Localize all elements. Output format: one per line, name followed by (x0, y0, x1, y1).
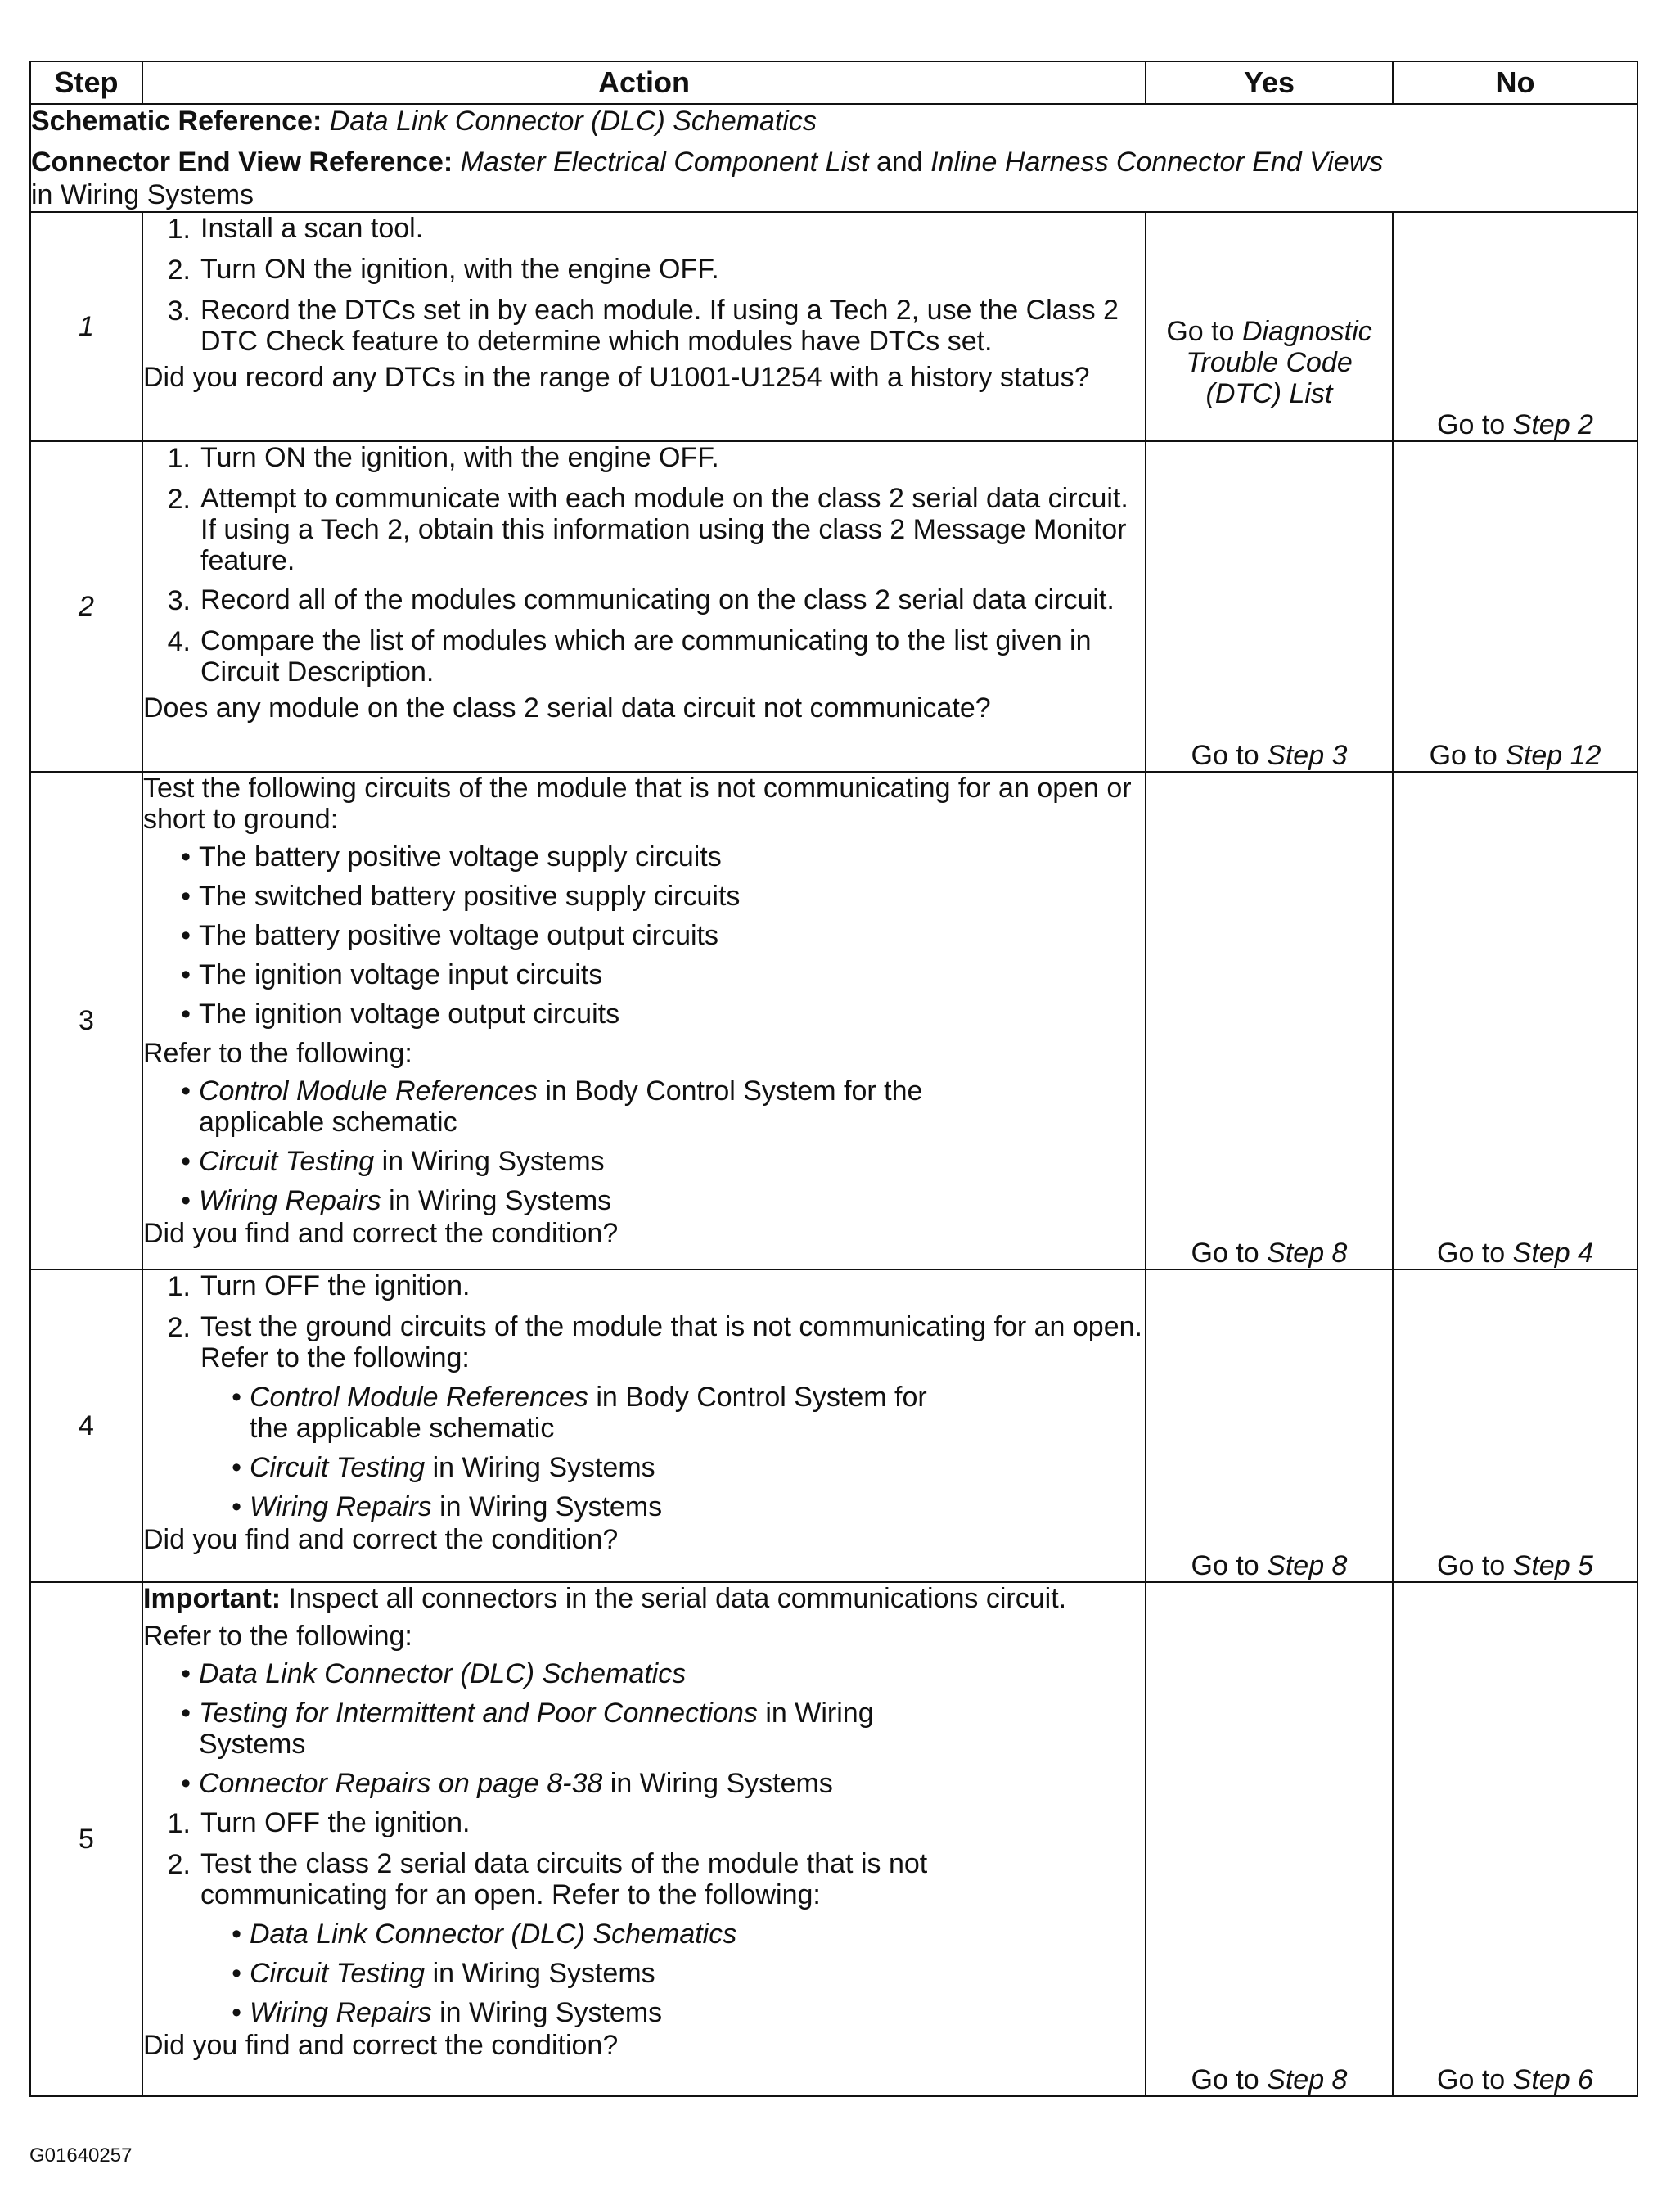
step-action (142, 1269, 1146, 1582)
step-row-2 (30, 441, 1637, 772)
no-cell (1393, 212, 1637, 441)
refer-text: Refer to the following: (143, 1038, 412, 1069)
list-item: 1. Turn OFF the ignition. (167, 1270, 471, 1302)
reference-link-item[interactable]: • Wiring Repairs in Wiring Systems (181, 1185, 612, 1216)
step-row-5 (30, 1582, 1637, 2096)
yes-cell (1146, 441, 1393, 772)
no-answer[interactable]: Go to Step 2 (1437, 409, 1593, 440)
no-answer[interactable]: Go to Step 6 (1437, 2064, 1593, 2095)
schematic-reference (31, 105, 1637, 138)
header-no: No (1393, 61, 1637, 104)
header-row (30, 61, 1637, 104)
step-number: 4 (30, 1269, 142, 1582)
yes-answer[interactable]: Go to Step 8 (1191, 1550, 1348, 1581)
step-row-4 (30, 1269, 1637, 1582)
list-item: • The battery positive voltage output circuits (181, 920, 718, 951)
step-action (142, 212, 1146, 441)
connector-reference-and: and (876, 147, 923, 178)
yes-cell (1146, 1582, 1393, 2096)
no-cell (1393, 1269, 1637, 1582)
connector-reference-label: Connector End View Reference: (31, 147, 453, 178)
no-cell (1393, 772, 1637, 1269)
step-action (142, 772, 1146, 1269)
step-question: Does any module on the class 2 serial data circuit not communicate? (143, 692, 991, 724)
yes-cell (1146, 1269, 1393, 1582)
no-cell (1393, 441, 1637, 772)
yes-answer[interactable]: Go to Step 3 (1191, 740, 1348, 771)
step-action (142, 441, 1146, 772)
list-item: • The battery positive voltage supply circuits (181, 841, 722, 873)
reference-link-item[interactable]: • Testing for Intermittent and Poor Connections in Wiring Systems (181, 1698, 874, 1760)
header-yes: Yes (1146, 61, 1393, 104)
connector-reference (31, 146, 1637, 211)
list-item: 4. Compare the list of modules which are communicating to the list given in Circuit Description. (167, 625, 1092, 688)
connector-reference-link-1[interactable]: Master Electrical Component List (460, 147, 869, 178)
list-item: 2. Test the class 2 serial data circuits of the module that is not communicating for an open. Refer to the following: (167, 1848, 928, 1910)
step-row-1 (30, 212, 1637, 441)
list-item: 3. Record all of the modules communicating on the class 2 serial data circuit. (167, 584, 1115, 616)
list-item: 1. Install a scan tool. (167, 213, 424, 245)
step-number: 2 (30, 441, 142, 772)
yes-answer[interactable]: Go to Step 8 (1191, 1238, 1348, 1269)
list-item: 1. Turn OFF the ignition. (167, 1807, 471, 1839)
reference-link-item[interactable]: • Circuit Testing in Wiring Systems (232, 1958, 655, 1989)
list-item: • The switched battery positive supply circuits (181, 881, 741, 912)
list-item: 3. Record the DTCs set in by each module. If using a Tech 2, use the Class 2 DTC Check feature to determine which modules have DTCs set. (167, 295, 1119, 357)
step-question: Did you find and correct the condition? (143, 1218, 619, 1249)
connector-reference-suffix: in Wiring Systems (31, 179, 254, 210)
step-question: Did you find and correct the condition? (143, 2030, 619, 2061)
list-item: • The ignition voltage input circuits (181, 959, 603, 990)
list-item: 2. Test the ground circuits of the module that is not communicating for an open. Refer to the following: (167, 1311, 1142, 1373)
step-action (142, 1582, 1146, 2096)
yes-cell (1146, 772, 1393, 1269)
reference-link-item[interactable]: • Control Module References in Body Control System for the applicable schematic (181, 1075, 923, 1138)
yes-answer[interactable]: Go to Step 8 (1191, 2064, 1348, 2095)
list-item: • The ignition voltage output circuits (181, 999, 620, 1030)
list-item: 2. Attempt to communicate with each module on the class 2 serial data circuit. If using a Tech 2, obtain this information using the class 2 Message Monitor feature. (167, 483, 1128, 576)
no-cell (1393, 1582, 1637, 2096)
figure-id: G01640257 (29, 2144, 133, 2167)
no-answer[interactable]: Go to Step 12 (1429, 740, 1601, 771)
reference-link-item[interactable]: • Wiring Repairs in Wiring Systems (232, 1491, 663, 1522)
list-item: 1. Turn ON the ignition, with the engine OFF. (167, 442, 719, 474)
reference-link-item[interactable]: • Circuit Testing in Wiring Systems (181, 1146, 605, 1177)
header-step: Step (30, 61, 142, 104)
reference-link-item[interactable]: • Data Link Connector (DLC) Schematics (232, 1919, 737, 1950)
no-answer[interactable]: Go to Step 4 (1437, 1238, 1593, 1269)
yes-cell (1146, 212, 1393, 441)
schematic-reference-link[interactable]: Data Link Connector (DLC) Schematics (329, 106, 817, 137)
reference-link-item[interactable]: • Wiring Repairs in Wiring Systems (232, 1997, 663, 2028)
reference-link-item[interactable]: • Circuit Testing in Wiring Systems (232, 1452, 655, 1483)
reference-link-item[interactable]: • Connector Repairs on page 8-38 in Wiring Systems (181, 1768, 833, 1799)
step-row-3 (30, 772, 1637, 1269)
refer-text: Refer to the following: (143, 1621, 412, 1652)
step-number: 5 (30, 1582, 142, 2096)
diagnostic-table (29, 61, 1638, 2097)
header-action: Action (142, 61, 1146, 104)
yes-answer[interactable]: Go to Diagnostic Trouble Code (DTC) List (1166, 316, 1372, 409)
step-question: Did you find and correct the condition? (143, 1524, 619, 1555)
step-intro: Test the following circuits of the module that is not communicating for an open or short to ground: (143, 773, 1132, 835)
connector-reference-link-2[interactable]: Inline Harness Connector End Views (930, 147, 1384, 178)
no-answer[interactable]: Go to Step 5 (1437, 1550, 1593, 1581)
reference-row (30, 104, 1637, 212)
step-number: 1 (30, 212, 142, 441)
step-number: 3 (30, 772, 142, 1269)
important-note: Important: Inspect all connectors in the serial data communications circuit. (143, 1583, 1067, 1614)
step-question: Did you record any DTCs in the range of U1001-U1254 with a history status? (143, 362, 1090, 393)
reference-link-item[interactable]: • Data Link Connector (DLC) Schematics (181, 1658, 687, 1689)
reference-link-item[interactable]: • Control Module References in Body Control System for the applicable schematic (232, 1382, 927, 1444)
list-item: 2. Turn ON the ignition, with the engine OFF. (167, 254, 719, 286)
reference-cell (30, 104, 1637, 212)
schematic-reference-label: Schematic Reference: (31, 106, 322, 137)
